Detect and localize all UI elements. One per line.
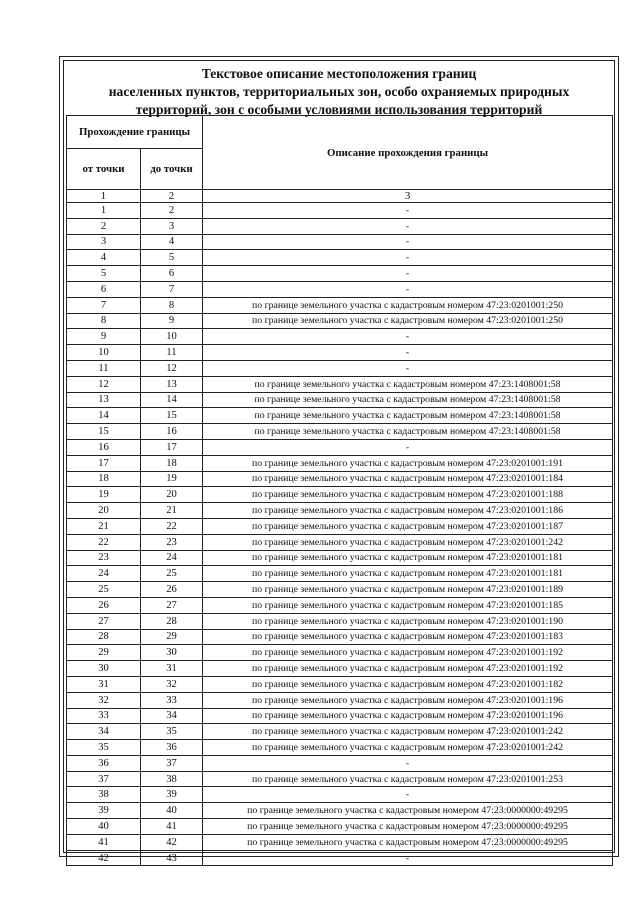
- cell-description: по границе земельного участка с кадастровым номером 47:23:0201001:183: [203, 629, 613, 645]
- table-row: [67, 629, 613, 645]
- table-row: [67, 803, 613, 819]
- cell-description: по границе земельного участка с кадастровым номером 47:23:0201001:182: [203, 676, 613, 692]
- cell-from-point: 41: [67, 834, 141, 850]
- cell-description: по границе земельного участка с кадастровым номером 47:23:0201001:192: [203, 645, 613, 661]
- cell-to-point: 39: [141, 787, 203, 803]
- cell-from-point: 35: [67, 740, 141, 756]
- cell-to-point: 10: [141, 329, 203, 345]
- cell-to-point: 8: [141, 297, 203, 313]
- cell-to-point: 34: [141, 708, 203, 724]
- cell-description: по границе земельного участка с кадастровым номером 47:23:0201001:187: [203, 518, 613, 534]
- cell-to-point: 36: [141, 740, 203, 756]
- cell-from-point: 30: [67, 661, 141, 677]
- table-row: [67, 424, 613, 440]
- table-row: [67, 329, 613, 345]
- cell-from-point: 21: [67, 518, 141, 534]
- header-to-point: до точки: [141, 149, 203, 190]
- cell-description: по границе земельного участка с кадастровым номером 47:23:0201001:184: [203, 471, 613, 487]
- table-row: [67, 266, 613, 282]
- cell-description: -: [203, 218, 613, 234]
- cell-to-point: 11: [141, 345, 203, 361]
- cell-from-point: 33: [67, 708, 141, 724]
- table-row: [67, 487, 613, 503]
- table-row: [67, 250, 613, 266]
- table-row: [67, 503, 613, 519]
- table-body: [67, 203, 613, 866]
- cell-description: по границе земельного участка с кадастровым номером 47:23:0201001:192: [203, 661, 613, 677]
- cell-description: по границе земельного участка с кадастровым номером 47:23:0201001:196: [203, 692, 613, 708]
- cell-description: -: [203, 850, 613, 866]
- cell-to-point: 37: [141, 755, 203, 771]
- cell-from-point: 1: [67, 203, 141, 219]
- cell-description: по границе земельного участка с кадастровым номером 47:23:0201001:242: [203, 724, 613, 740]
- cell-from-point: 17: [67, 455, 141, 471]
- cell-from-point: 19: [67, 487, 141, 503]
- cell-from-point: 8: [67, 313, 141, 329]
- cell-description: по границе земельного участка с кадастровым номером 47:23:0201001:242: [203, 534, 613, 550]
- table-row: [67, 360, 613, 376]
- table-row: [67, 408, 613, 424]
- cell-from-point: 9: [67, 329, 141, 345]
- cell-from-point: 24: [67, 566, 141, 582]
- cell-to-point: 40: [141, 803, 203, 819]
- cell-description: -: [203, 234, 613, 250]
- cell-description: по границе земельного участка с кадастровым номером 47:23:0201001:250: [203, 297, 613, 313]
- table-row: [67, 708, 613, 724]
- cell-description: по границе земельного участка с кадастровым номером 47:23:1408001:58: [203, 424, 613, 440]
- cell-description: по границе земельного участка с кадастровым номером 47:23:0201001:186: [203, 503, 613, 519]
- cell-description: -: [203, 281, 613, 297]
- table-row: [67, 566, 613, 582]
- table-row: [67, 455, 613, 471]
- table-row: [67, 297, 613, 313]
- cell-description: -: [203, 266, 613, 282]
- cell-to-point: 35: [141, 724, 203, 740]
- table-row: [67, 439, 613, 455]
- cell-to-point: 12: [141, 360, 203, 376]
- cell-to-point: 17: [141, 439, 203, 455]
- table-row: [67, 850, 613, 866]
- cell-description: по границе земельного участка с кадастровым номером 47:23:0201001:242: [203, 740, 613, 756]
- cell-from-point: 13: [67, 392, 141, 408]
- cell-description: -: [203, 203, 613, 219]
- cell-to-point: 28: [141, 613, 203, 629]
- table-row: [67, 313, 613, 329]
- cell-description: по границе земельного участка с кадастровым номером 47:23:0000000:49295: [203, 819, 613, 835]
- boundary-table: [66, 115, 613, 866]
- cell-from-point: 39: [67, 803, 141, 819]
- column-number: 1: [67, 190, 141, 203]
- cell-description: -: [203, 329, 613, 345]
- cell-to-point: 19: [141, 471, 203, 487]
- cell-to-point: 9: [141, 313, 203, 329]
- cell-from-point: 25: [67, 582, 141, 598]
- table-row: [67, 819, 613, 835]
- table-row: [67, 755, 613, 771]
- header-passage: Прохождение границы: [67, 116, 203, 149]
- cell-to-point: 7: [141, 281, 203, 297]
- cell-from-point: 23: [67, 550, 141, 566]
- cell-to-point: 43: [141, 850, 203, 866]
- cell-description: по границе земельного участка с кадастровым номером 47:23:0201001:181: [203, 566, 613, 582]
- table-row: [67, 613, 613, 629]
- cell-to-point: 41: [141, 819, 203, 835]
- cell-to-point: 22: [141, 518, 203, 534]
- cell-to-point: 23: [141, 534, 203, 550]
- table-row: [67, 281, 613, 297]
- cell-description: по границе земельного участка с кадастровым номером 47:23:0201001:250: [203, 313, 613, 329]
- header-from-point: от точки: [67, 149, 141, 190]
- cell-description: по границе земельного участка с кадастровым номером 47:23:0201001:189: [203, 582, 613, 598]
- cell-description: по границе земельного участка с кадастровым номером 47:23:0201001:185: [203, 597, 613, 613]
- cell-to-point: 31: [141, 661, 203, 677]
- title-line-3: территорий, зон с особыми условиями использования территорий: [135, 102, 543, 117]
- cell-from-point: 34: [67, 724, 141, 740]
- cell-to-point: 21: [141, 503, 203, 519]
- table-row: [67, 534, 613, 550]
- cell-to-point: 27: [141, 597, 203, 613]
- cell-description: по границе земельного участка с кадастровым номером 47:23:0201001:196: [203, 708, 613, 724]
- document-title: [66, 65, 612, 119]
- cell-to-point: 26: [141, 582, 203, 598]
- cell-to-point: 4: [141, 234, 203, 250]
- cell-from-point: 32: [67, 692, 141, 708]
- cell-to-point: 16: [141, 424, 203, 440]
- cell-to-point: 32: [141, 676, 203, 692]
- cell-to-point: 6: [141, 266, 203, 282]
- cell-to-point: 14: [141, 392, 203, 408]
- cell-to-point: 2: [141, 203, 203, 219]
- table-row: [67, 676, 613, 692]
- cell-from-point: 26: [67, 597, 141, 613]
- cell-from-point: 3: [67, 234, 141, 250]
- table-row: [67, 661, 613, 677]
- cell-to-point: 24: [141, 550, 203, 566]
- cell-to-point: 25: [141, 566, 203, 582]
- table-row: [67, 203, 613, 219]
- cell-from-point: 11: [67, 360, 141, 376]
- table-row: [67, 740, 613, 756]
- cell-description: по границе земельного участка с кадастровым номером 47:23:0201001:188: [203, 487, 613, 503]
- cell-from-point: 7: [67, 297, 141, 313]
- cell-from-point: 31: [67, 676, 141, 692]
- cell-from-point: 38: [67, 787, 141, 803]
- table-row: [67, 645, 613, 661]
- table-row: [67, 771, 613, 787]
- cell-to-point: 15: [141, 408, 203, 424]
- table-row: [67, 218, 613, 234]
- column-number: 3: [203, 190, 613, 203]
- cell-to-point: 38: [141, 771, 203, 787]
- cell-from-point: 6: [67, 281, 141, 297]
- table-row: [67, 582, 613, 598]
- cell-description: по границе земельного участка с кадастровым номером 47:23:0201001:191: [203, 455, 613, 471]
- table-row: [67, 834, 613, 850]
- cell-from-point: 37: [67, 771, 141, 787]
- table-row: [67, 692, 613, 708]
- table-row: [67, 518, 613, 534]
- cell-from-point: 2: [67, 218, 141, 234]
- cell-description: по границе земельного участка с кадастровым номером 47:23:0000000:49295: [203, 834, 613, 850]
- cell-description: по границе земельного участка с кадастровым номером 47:23:0201001:253: [203, 771, 613, 787]
- table-row: [67, 392, 613, 408]
- column-number: 2: [141, 190, 203, 203]
- cell-from-point: 4: [67, 250, 141, 266]
- table-row: [67, 724, 613, 740]
- cell-description: по границе земельного участка с кадастровым номером 47:23:1408001:58: [203, 392, 613, 408]
- table-row: [67, 234, 613, 250]
- cell-from-point: 22: [67, 534, 141, 550]
- cell-description: -: [203, 250, 613, 266]
- cell-from-point: 40: [67, 819, 141, 835]
- cell-description: по границе земельного участка с кадастровым номером 47:23:0201001:181: [203, 550, 613, 566]
- cell-to-point: 18: [141, 455, 203, 471]
- cell-from-point: 27: [67, 613, 141, 629]
- cell-from-point: 29: [67, 645, 141, 661]
- table-row: [67, 471, 613, 487]
- cell-description: по границе земельного участка с кадастровым номером 47:23:0000000:49295: [203, 803, 613, 819]
- cell-description: -: [203, 439, 613, 455]
- cell-from-point: 18: [67, 471, 141, 487]
- cell-from-point: 10: [67, 345, 141, 361]
- cell-from-point: 12: [67, 376, 141, 392]
- table-row: [67, 787, 613, 803]
- cell-description: по границе земельного участка с кадастровым номером 47:23:0201001:190: [203, 613, 613, 629]
- cell-to-point: 42: [141, 834, 203, 850]
- table-row: [67, 550, 613, 566]
- cell-description: -: [203, 345, 613, 361]
- cell-from-point: 42: [67, 850, 141, 866]
- cell-to-point: 29: [141, 629, 203, 645]
- cell-from-point: 16: [67, 439, 141, 455]
- cell-to-point: 13: [141, 376, 203, 392]
- cell-description: -: [203, 360, 613, 376]
- table-row: [67, 597, 613, 613]
- cell-to-point: 30: [141, 645, 203, 661]
- header-description: Описание прохождения границы: [203, 116, 613, 190]
- cell-from-point: 14: [67, 408, 141, 424]
- cell-to-point: 5: [141, 250, 203, 266]
- cell-description: -: [203, 755, 613, 771]
- cell-from-point: 15: [67, 424, 141, 440]
- table-row: [67, 376, 613, 392]
- cell-description: -: [203, 787, 613, 803]
- cell-description: по границе земельного участка с кадастровым номером 47:23:1408001:58: [203, 376, 613, 392]
- cell-to-point: 33: [141, 692, 203, 708]
- title-line-1: Текстовое описание местоположения границ: [201, 66, 477, 81]
- cell-description: по границе земельного участка с кадастровым номером 47:23:1408001:58: [203, 408, 613, 424]
- cell-to-point: 3: [141, 218, 203, 234]
- cell-from-point: 20: [67, 503, 141, 519]
- cell-from-point: 28: [67, 629, 141, 645]
- title-line-2: населенных пунктов, территориальных зон, особо охраняемых природных: [108, 84, 570, 99]
- cell-to-point: 20: [141, 487, 203, 503]
- cell-from-point: 36: [67, 755, 141, 771]
- cell-from-point: 5: [67, 266, 141, 282]
- table-row: [67, 345, 613, 361]
